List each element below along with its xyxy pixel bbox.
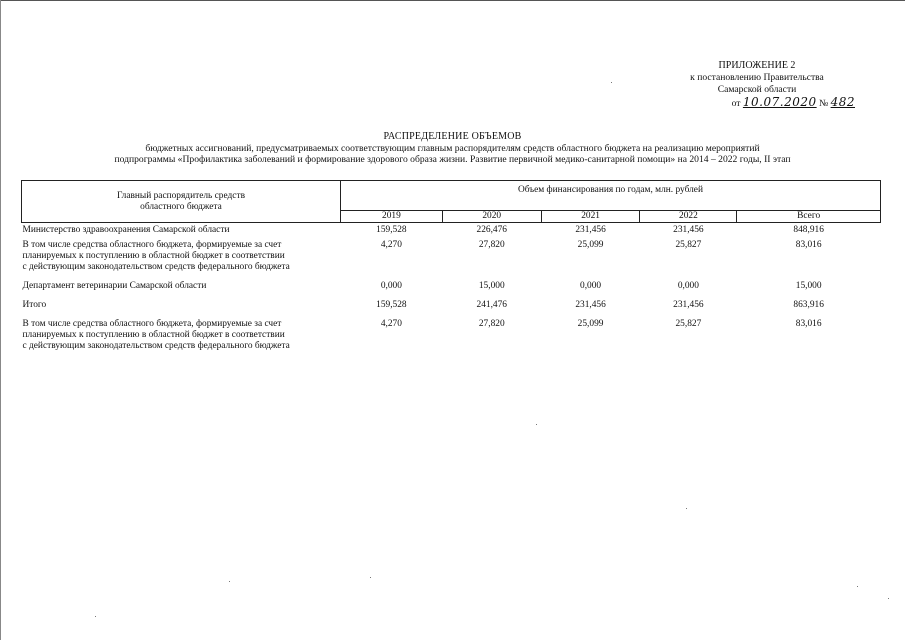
row-org-line: В том числе средства областного бюджета, формируемые за счет	[22, 319, 282, 329]
scan-speck	[611, 82, 612, 83]
handwritten-number: 482	[830, 95, 855, 109]
cell-total: 83,016	[795, 319, 822, 329]
cell-2019: 4,270	[380, 319, 402, 329]
scan-speck	[229, 581, 230, 582]
scan-speck	[95, 616, 96, 617]
row-org-line: с действующим законодательством средств федерального бюджета	[22, 341, 290, 351]
table-row	[22, 319, 881, 352]
scan-border-left	[0, 0, 1, 640]
scan-speck	[370, 577, 371, 578]
row-org-line: планируемых к поступлению в областной бюджет в соответствии	[22, 330, 285, 340]
cell-2022: 0,000	[677, 281, 699, 291]
row-org	[22, 281, 341, 292]
header-total: Всего	[737, 211, 881, 223]
cell-2022: 231,456	[673, 300, 704, 310]
appendix-line-1: к постановлению Правительства	[690, 72, 824, 83]
cell-total: 848,916	[793, 225, 824, 235]
cell-2020: 241,476	[476, 300, 507, 310]
cell-2019: 0,000	[380, 281, 402, 291]
cell-2022: 25,827	[675, 240, 702, 250]
table-row	[22, 223, 881, 237]
cell-2019: 159,528	[376, 300, 407, 310]
scan-border-top	[0, 0, 905, 1]
row-org-line: Итого	[22, 300, 47, 310]
cell-total: 863,916	[793, 300, 824, 310]
appendix-block	[657, 60, 857, 110]
row-org	[22, 319, 341, 352]
cell-2019: 159,528	[376, 225, 407, 235]
scan-speck	[888, 598, 889, 599]
cell-total: 83,016	[795, 240, 822, 250]
row-org-line: с действующим законодательством средств федерального бюджета	[22, 262, 290, 272]
cell-2020: 27,820	[478, 240, 505, 250]
cell-2021: 25,099	[577, 240, 604, 250]
date-prefix: от	[731, 98, 741, 109]
cell-2021: 231,456	[575, 300, 606, 310]
cell-2020: 226,476	[476, 225, 507, 235]
row-org-line: Департамент ветеринарии Самарской области	[22, 281, 207, 291]
header-year-2021: 2021	[541, 211, 640, 223]
header-org-line-1: Главный распорядитель средств	[116, 190, 245, 201]
document-title: РАСПРЕДЕЛЕНИЕ ОБЪЕМОВ	[383, 131, 522, 142]
document-heading	[0, 131, 905, 166]
budget-table	[21, 180, 881, 352]
cell-2021: 0,000	[580, 281, 602, 291]
scan-speck	[686, 508, 687, 509]
row-org-line: Министерство здравоохранения Самарской области	[22, 225, 230, 235]
table-row	[22, 281, 881, 292]
header-year-2019: 2019	[340, 211, 442, 223]
row-org-line: В том числе средства областного бюджета, формируемые за счет	[22, 240, 282, 250]
header-year-2020: 2020	[442, 211, 541, 223]
row-org	[22, 240, 341, 273]
header-org	[22, 181, 341, 223]
row-org-line: планируемых к поступлению в областной бюджет в соответствии	[22, 251, 285, 261]
row-org	[22, 223, 341, 237]
header-year-2022: 2022	[640, 211, 737, 223]
number-prefix: №	[819, 98, 829, 109]
table-row	[22, 240, 881, 273]
cell-2021: 231,456	[575, 225, 606, 235]
scan-speck	[536, 424, 537, 425]
document-subtitle-line-1: бюджетных ассигнований, предусматриваемых соответствующим главным распорядителям средств областного бюджета на реализацию мероприятий	[145, 142, 760, 154]
cell-2021: 25,099	[577, 319, 604, 329]
appendix-date-line	[657, 96, 857, 110]
appendix-title: ПРИЛОЖЕНИЕ 2	[718, 60, 796, 71]
cell-total: 15,000	[795, 281, 822, 291]
header-volume: Объем финансирования по годам, млн. рублей	[340, 181, 880, 211]
header-org-line-2: областного бюджета	[140, 201, 222, 212]
appendix-line-2: Самарской области	[717, 84, 797, 95]
cell-2022: 25,827	[675, 319, 702, 329]
row-org	[22, 300, 341, 311]
handwritten-date: 10.07.2020	[742, 95, 817, 109]
header-row	[22, 181, 881, 211]
cell-2020: 15,000	[478, 281, 505, 291]
cell-2022: 231,456	[673, 225, 704, 235]
document-subtitle-line-2: подпрограммы «Профилактика заболеваний и формирование здорового образа жизни. Развитие первичной медико-санитарной помощи» на 2014 – 2022 годы, II этап	[114, 154, 791, 165]
table-row	[22, 300, 881, 311]
scan-speck	[857, 586, 858, 587]
cell-2020: 27,820	[478, 319, 505, 329]
cell-2019: 4,270	[380, 240, 402, 250]
